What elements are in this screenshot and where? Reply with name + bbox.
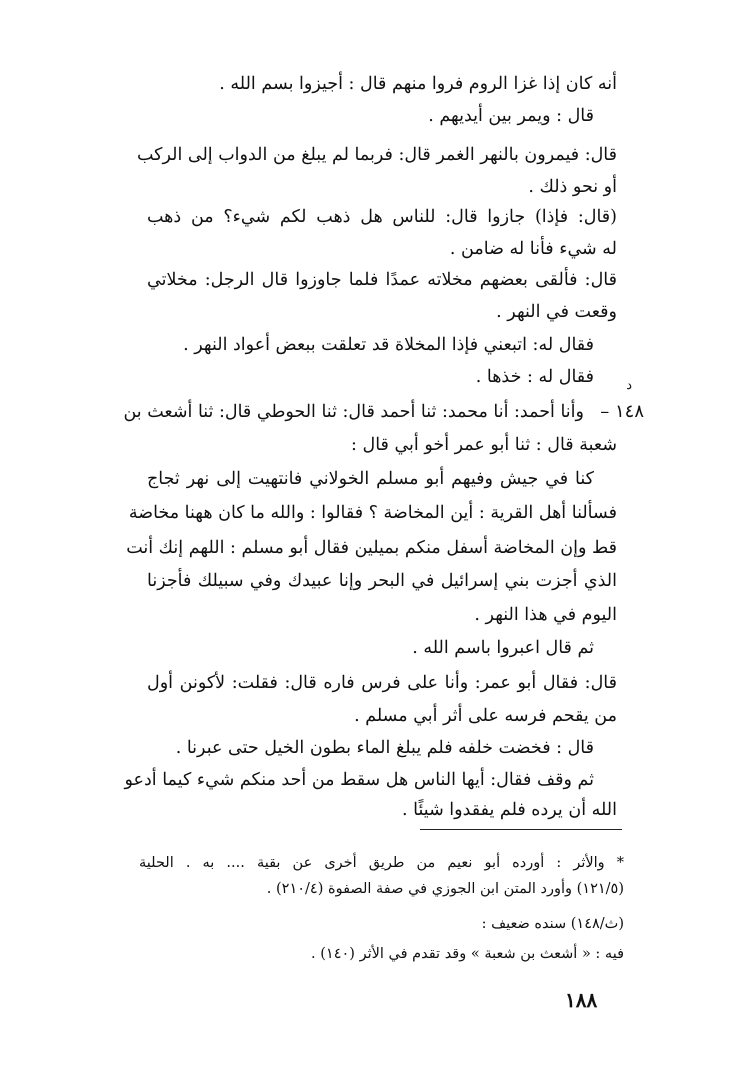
footnote-line: فيه : « أشعث بن شعبة » وقد تقدم في الأثر (١٤٠) . [311, 946, 624, 962]
text-line: أو نحو ذلك . [528, 177, 617, 197]
text-line: قال: فقال أبو عمر: وأنا على فرس فاره قال: فقلت: لأكونن أول [147, 673, 617, 693]
text-line: قال: فيمرون بالنهر الغمر قال: فربما لم يبلغ من الدواب إلى الركب [136, 145, 617, 165]
text-line: فقال له : خذها . [475, 367, 594, 387]
text-line: له شيء فأنا له ضامن . [449, 239, 617, 259]
text-line: الذي أجزت بني إسرائيل في البحر وإنا عبيدك وفي سبيلك فأجزنا [147, 571, 617, 591]
page-number: ١٨٨ [565, 988, 598, 1012]
text-line: قط وإن المخاضة أسفل منكم بميلين فقال أبو مسلم : اللهم إنك أنت [126, 538, 617, 558]
footnote-line: (١٢١/٥) وأورد المتن ابن الجوزي في صفة الصفوة (٢١٠/٤) . [266, 881, 624, 897]
text-line: فسألنا أهل القرية : أين المخاضة ؟ فقالوا : والله ما كان ههنا مخاضة [128, 503, 617, 523]
text-line: قال: فألقى بعضهم مخلاته عمدًا فلما جاوزوا قال الرجل: مخلاتي [147, 270, 617, 290]
text-line: ثم وقف فقال: أيها الناس هل سقط من أحد منكم شيء كيما أدعو [124, 770, 594, 790]
text-line: فقال له: اتبعني فإذا المخلاة قد تعلقت ببعض أعواد النهر . [183, 335, 594, 355]
text-line: من يقحم فرسه على أثر أبي مسلم . [354, 706, 617, 726]
text-line: (قال: فإذا) جازوا قال: للناس هل ذهب لكم شيء؟ من ذهب [147, 207, 617, 227]
text-line: كنا في جيش وفيهم أبو مسلم الخولاني فانتهيت إلى نهر ثجاج [147, 469, 594, 489]
text-line: وأنا أحمد: أنا محمد: ثنا أحمد قال: ثنا الحوطي قال: ثنا أشعث بن [123, 402, 584, 422]
athar-number: ١٤٨ – [600, 401, 644, 422]
footnote-line: * والأثر : أورده أبو نعيم من طريق أخرى عن بقية .... به . الحلية [139, 855, 624, 871]
margin-mark: د [626, 378, 632, 393]
footnote-divider [420, 829, 622, 830]
text-line: شعبة قال : ثنا أبو عمر أخو أبي قال : [351, 435, 617, 455]
text-line: الله أن يرده فلم يفقدوا شيئًا . [402, 800, 617, 820]
text-line: ثم قال اعبروا باسم الله . [412, 638, 594, 658]
text-line: وقعت في النهر . [496, 302, 617, 322]
text-line: اليوم في هذا النهر . [474, 605, 617, 625]
footnote-line: (ث/١٤٨) سنده ضعيف : [481, 916, 624, 932]
text-line: قال : فخضت خلفه فلم يبلغ الماء بطون الخيل حتى عبرنا . [175, 738, 594, 758]
text-line: قال : ويمر بين أيديهم . [428, 106, 594, 126]
text-line: أنه كان إذا غزا الروم فروا منهم قال : أجيزوا بسم الله . [219, 74, 617, 94]
